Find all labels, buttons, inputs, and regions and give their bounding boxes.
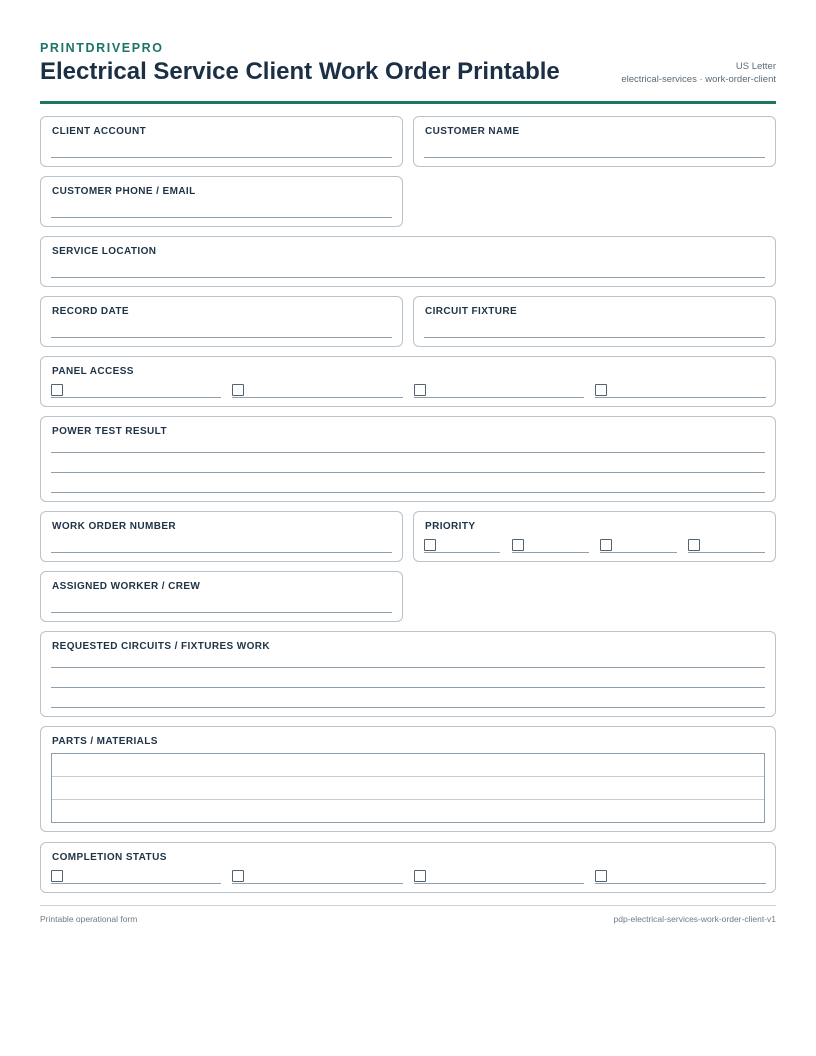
field-label: COMPLETION STATUS — [52, 852, 167, 863]
option-line — [424, 552, 500, 553]
field-label: SERVICE LOCATION — [52, 246, 157, 257]
field-label: PARTS / MATERIALS — [52, 736, 158, 747]
customer-contact-field — [40, 176, 403, 227]
assigned-worker-field — [40, 571, 403, 622]
power-test-line-3[interactable] — [51, 492, 765, 493]
form-header — [40, 0, 776, 104]
footer-form-id: pdp-electrical-services-work-order-client-v1 — [613, 914, 776, 924]
option-line — [414, 883, 584, 884]
option-line — [595, 883, 766, 884]
panel-access-option[interactable] — [414, 384, 584, 398]
checkbox[interactable] — [595, 870, 607, 882]
form-title: Electrical Service Client Work Order Printable — [40, 58, 560, 85]
checkbox[interactable] — [512, 539, 524, 551]
power-test-line-2[interactable] — [51, 472, 765, 473]
completion-option[interactable] — [232, 870, 403, 884]
panel-access-option[interactable] — [51, 384, 221, 398]
option-line — [600, 552, 677, 553]
option-line — [51, 883, 221, 884]
work-order-number-line[interactable] — [51, 552, 392, 553]
field-label: PRIORITY — [425, 521, 476, 532]
checkbox[interactable] — [51, 870, 63, 882]
panel-access-option[interactable] — [595, 384, 766, 398]
field-label: ASSIGNED WORKER / CREW — [52, 581, 201, 592]
option-line — [232, 883, 403, 884]
requested-work-line-2[interactable] — [51, 687, 765, 688]
table-row[interactable] — [52, 777, 764, 800]
client-account-line[interactable] — [51, 157, 392, 158]
option-line — [232, 397, 403, 398]
circuit-fixture-line[interactable] — [424, 337, 765, 338]
requested-work-line-3[interactable] — [51, 707, 765, 708]
field-label: CUSTOMER PHONE / EMAIL — [52, 186, 196, 197]
table-row[interactable] — [52, 800, 764, 823]
option-line — [688, 552, 765, 553]
form-footer — [40, 905, 776, 926]
field-label: REQUESTED CIRCUITS / FIXTURES WORK — [52, 641, 271, 652]
priority-option[interactable] — [424, 539, 500, 553]
customer-contact-line[interactable] — [51, 217, 392, 218]
priority-option[interactable] — [600, 539, 677, 553]
customer-name-field — [413, 116, 776, 167]
completion-option[interactable] — [414, 870, 584, 884]
parts-materials-field — [40, 726, 776, 832]
completion-option[interactable] — [595, 870, 766, 884]
checkbox[interactable] — [232, 384, 244, 396]
option-line — [595, 397, 766, 398]
panel-access-field — [40, 356, 776, 407]
checkbox[interactable] — [424, 539, 436, 551]
form-meta — [621, 60, 776, 86]
field-label: RECORD DATE — [52, 306, 129, 317]
customer-name-line[interactable] — [424, 157, 765, 158]
option-line — [51, 397, 221, 398]
assigned-worker-line[interactable] — [51, 612, 392, 613]
checkbox[interactable] — [414, 384, 426, 396]
brand-name: PRINTDRIVEPRO — [40, 41, 164, 55]
completion-option[interactable] — [51, 870, 221, 884]
checkbox[interactable] — [414, 870, 426, 882]
service-location-field — [40, 236, 776, 287]
checkbox[interactable] — [51, 384, 63, 396]
field-label: CIRCUIT FIXTURE — [425, 306, 518, 317]
record-date-line[interactable] — [51, 337, 392, 338]
checkbox[interactable] — [595, 384, 607, 396]
checkbox[interactable] — [688, 539, 700, 551]
priority-field — [413, 511, 776, 562]
field-label: WORK ORDER NUMBER — [52, 521, 177, 532]
option-line — [512, 552, 589, 553]
service-location-line[interactable] — [51, 277, 765, 278]
checkbox[interactable] — [232, 870, 244, 882]
table-row[interactable] — [52, 754, 764, 777]
field-label: POWER TEST RESULT — [52, 426, 167, 437]
field-label: CLIENT ACCOUNT — [52, 126, 147, 137]
panel-access-option[interactable] — [232, 384, 403, 398]
priority-option[interactable] — [688, 539, 765, 553]
record-date-field — [40, 296, 403, 347]
priority-option[interactable] — [512, 539, 589, 553]
work-order-number-field — [40, 511, 403, 562]
client-account-field — [40, 116, 403, 167]
requested-work-field — [40, 631, 776, 717]
circuit-fixture-field — [413, 296, 776, 347]
form-path: electrical-services · work-order-client — [621, 74, 776, 85]
power-test-result-field — [40, 416, 776, 502]
parts-table — [51, 753, 765, 823]
form-page — [40, 0, 776, 863]
field-label: PANEL ACCESS — [52, 366, 134, 377]
checkbox[interactable] — [600, 539, 612, 551]
requested-work-line-1[interactable] — [51, 667, 765, 668]
completion-status-field — [40, 842, 776, 893]
option-line — [414, 397, 584, 398]
field-label: CUSTOMER NAME — [425, 126, 520, 137]
footer-left-text: Printable operational form — [40, 914, 138, 924]
power-test-line-1[interactable] — [51, 452, 765, 453]
paper-size: US Letter — [735, 61, 776, 72]
